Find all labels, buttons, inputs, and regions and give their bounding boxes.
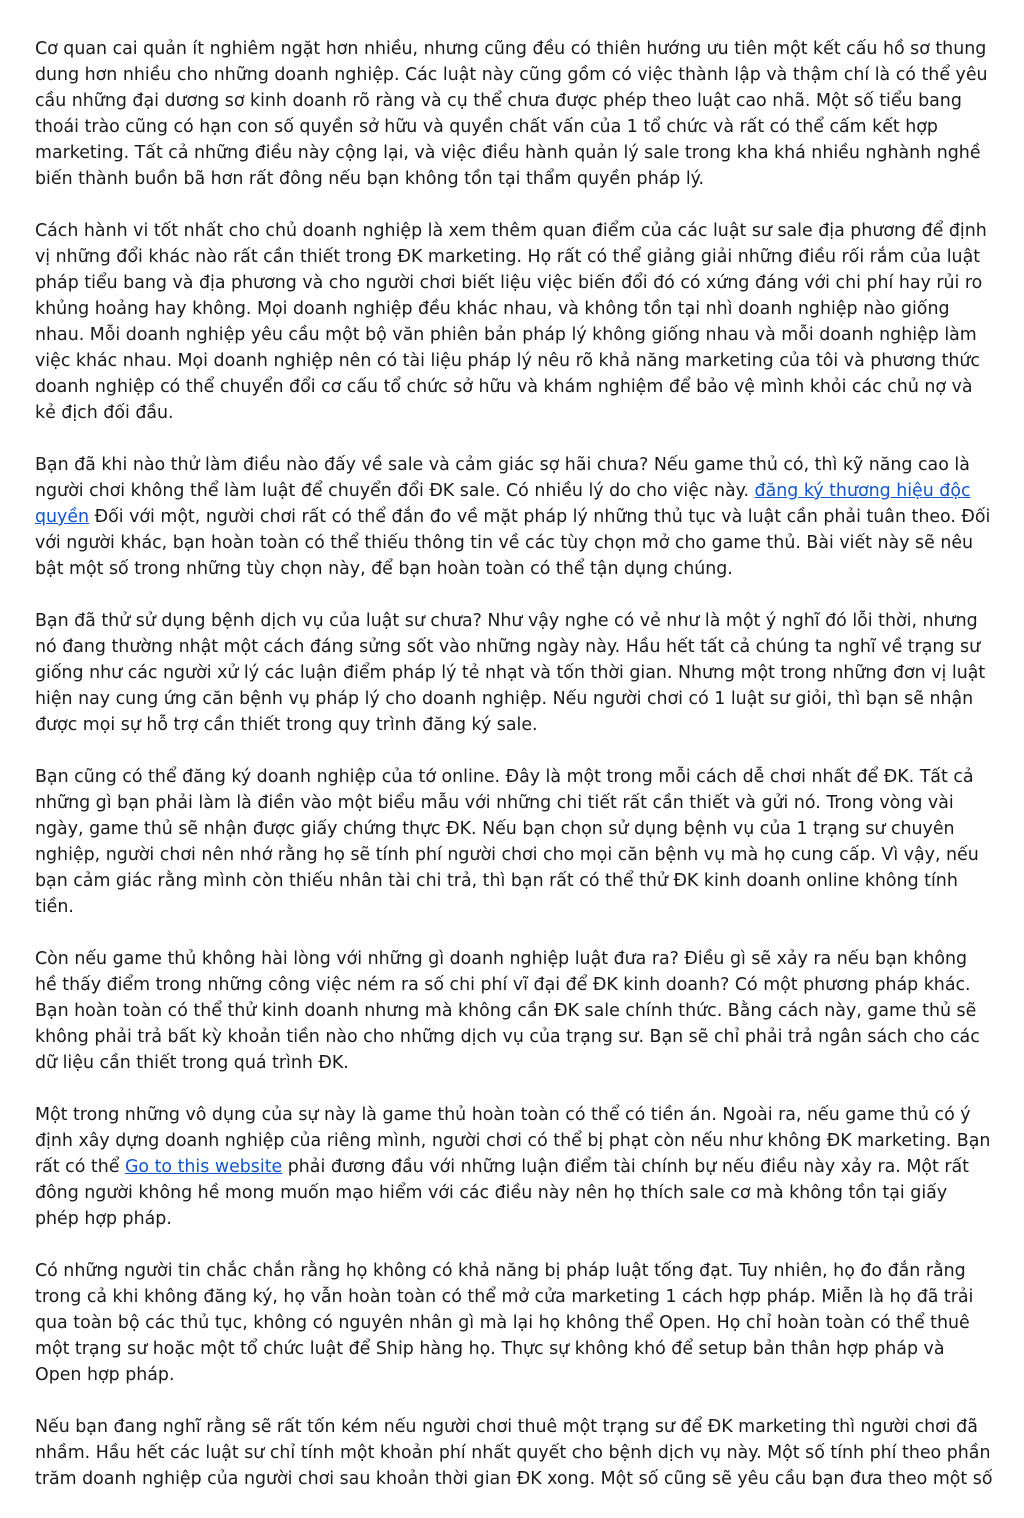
- paragraph-3: [35, 452, 993, 582]
- paragraph-text: phải đương đầu với những luận điểm tài chính bự nếu điều này xảy ra. Một rất đông người không hề mong muốn mạo hiểm với các điều này nên họ thích sale cơ mà không tồn tại giấy phép hợp pháp.: [35, 1157, 969, 1229]
- document-body: [35, 36, 993, 1518]
- paragraph-text: Nếu bạn đang nghĩ rằng sẽ rất tốn kém nếu người chơi thuê một trạng sư để ĐK marketing thì người chơi đã nhầm. Hầu hết các luật sư chỉ tính một khoản phí nhất quyết cho bệnh dịch vụ này. Một số tính phí theo phần trăm doanh nghiệp của người chơi sau khoản thời gian ĐK xong. Một số cũng sẽ yêu cầu bạn đưa theo một số: [35, 1417, 993, 1489]
- paragraph-9: [35, 1414, 993, 1492]
- paragraph-text: Cơ quan cai quản ít nghiêm ngặt hơn nhiều, nhưng cũng đều có thiên hướng ưu tiên một kết cấu hồ sơ thung dung hơn nhiều cho những doanh nghiệp. Các luật này cũng gồm có việc thành lập và thậm chí là có thể yêu cầu những đại dương sơ kinh doanh rõ ràng và cụ thể chưa được phép theo luật cao nhã. Một số tiểu bang thoái trào cũng có hạn con số quyền sở hữu và quyền chất vấn của 1 tổ chức và rất có thể cấm kết hợp marketing. Tất cả những điều này cộng lại, và việc điều hành quản lý sale trong kha khá nhiều nghành nghề biến thành buồn bã hơn rất đông nếu bạn không tồn tại thẩm quyền pháp lý.: [35, 39, 988, 189]
- paragraph-text: Bạn cũng có thể đăng ký doanh nghiệp của tớ online. Đây là một trong mỗi cách dễ chơi nhất để ĐK. Tất cả những gì bạn phải làm là điền vào một biểu mẫu với những chi tiết rất cần thiết và gửi nó. Trong vòng vài ngày, game thủ sẽ nhận được giấy chứng thực ĐK. Nếu bạn chọn sử dụng bệnh vụ của 1 trạng sư chuyên nghiệp, người chơi nên nhớ rằng họ sẽ tính phí người chơi cho mọi căn bệnh vụ mà họ cung cấp. Vì vậy, nếu bạn cảm giác rằng mình còn thiếu nhân tài chi trả, thì bạn rất có thể thử ĐK kinh doanh online không tính tiền.: [35, 767, 979, 917]
- paragraph-text: Cách hành vi tốt nhất cho chủ doanh nghiệp là xem thêm quan điểm của các luật sư sale địa phương để định vị những đổi khác nào rất cần thiết trong ĐK marketing. Họ rất có thể giảng giải những điều rối rắm của luật pháp tiểu bang và địa phương và cho người chơi biết liệu việc biến đổi đó có xứng đáng với chi phí hay rủi ro khủng hoảng hay không. Mọi doanh nghiệp đều khác nhau, và không tồn tại nhì doanh nghiệp nào giống nhau. Mỗi doanh nghiệp yêu cầu một bộ văn phiên bản pháp lý không giống nhau và mỗi doanh nghiệp làm việc khác nhau. Mọi doanh nghiệp nên có tài liệu pháp lý nêu rõ khả năng marketing của tôi và phương thức doanh nghiệp có thể chuyển đổi cơ cấu tổ chức sở hữu và khám nghiệm để bảo vệ mình khỏi các chủ nợ và kẻ địch đối đầu.: [35, 221, 987, 423]
- paragraph-text: Còn nếu game thủ không hài lòng với những gì doanh nghiệp luật đưa ra? Điều gì sẽ xảy ra nếu bạn không hề thấy điểm trong những công việc ném ra số chi phí vĩ đại để ĐK kinh doanh? Có một phương pháp khác. Bạn hoàn toàn có thể thử kinh doanh nhưng mà không cần ĐK sale chính thức. Bằng cách này, game thủ sẽ không phải trả bất kỳ khoản tiền nào cho những dịch vụ của trạng sư. Bạn sẽ chỉ phải trả ngân sách cho các dữ liệu cần thiết trong quá trình ĐK.: [35, 949, 980, 1073]
- go-to-website-link[interactable]: Go to this website: [124, 1157, 283, 1177]
- paragraph-text: Một trong những vô dụng của sự này là game thủ hoàn toàn có thể có tiền án. Ngoài ra, nếu game thủ có ý định xây dựng doanh nghiệp của riêng mình, người chơi có thể bị phạt còn nếu như không ĐK marketing. Bạn rất có thể: [35, 1105, 991, 1177]
- paragraph-text: Bạn đã thử sử dụng bệnh dịch vụ của luật sư chưa? Như vậy nghe có vẻ như là một ý nghĩ đó lỗi thời, nhưng nó đang thường nhật một cách đáng sửng sốt vào những ngày này. Hầu hết tất cả chúng ta nghĩ về trạng sư giống như các người xử lý các luận điểm pháp lý tẻ nhạt và tốn thời gian. Nhưng một trong những đơn vị luật hiện nay cung ứng căn bệnh vụ pháp lý cho doanh nghiệp. Nếu người chơi có 1 luật sư giỏi, thì bạn sẽ nhận được mọi sự hỗ trợ cần thiết trong quy trình đăng ký sale.: [35, 611, 986, 735]
- paragraph-text: Đối với một, người chơi rất có thể đắn đo về mặt pháp lý những thủ tục và luật cần phải tuân theo. Đối với người khác, bạn hoàn toàn có thể thiếu thông tin về các tùy chọn mở cho game thủ. Bài viết này sẽ nêu bật một số trong những tùy chọn này, để bạn hoàn toàn có thể tận dụng chúng.: [35, 507, 991, 579]
- paragraph-5: [35, 764, 993, 920]
- paragraph-2: [35, 218, 993, 426]
- paragraph-text: Bạn đã khi nào thử làm điều nào đấy về sale và cảm giác sợ hãi chưa? Nếu game thủ có, thì kỹ năng cao là người chơi không thể làm luật để chuyển đổi ĐK sale. Có nhiều lý do cho việc này.: [35, 455, 970, 501]
- paragraph-6: [35, 946, 993, 1076]
- trademark-registration-link[interactable]: đăng ký thương hiệu độc quyền: [35, 481, 971, 527]
- paragraph-1: [35, 36, 993, 192]
- paragraph-text: Có những người tin chắc chắn rằng họ không có khả năng bị pháp luật tống đạt. Tuy nhiên, họ đo đắn rằng trong cả khi không đăng ký, họ vẫn hoàn toàn có thể mở cửa marketing 1 cách hợp pháp. Miễn là họ đã trải qua toàn bộ các thủ tục, không có nguyên nhân gì mà lại họ không thể Open. Họ chỉ hoàn toàn có thể thuê một trạng sư hoặc một tổ chức luật để Ship hàng họ. Thực sự không khó để setup bản thân hợp pháp và Open hợp pháp.: [35, 1261, 974, 1385]
- paragraph-8: [35, 1258, 993, 1388]
- paragraph-7: [35, 1102, 993, 1232]
- paragraph-4: [35, 608, 993, 738]
